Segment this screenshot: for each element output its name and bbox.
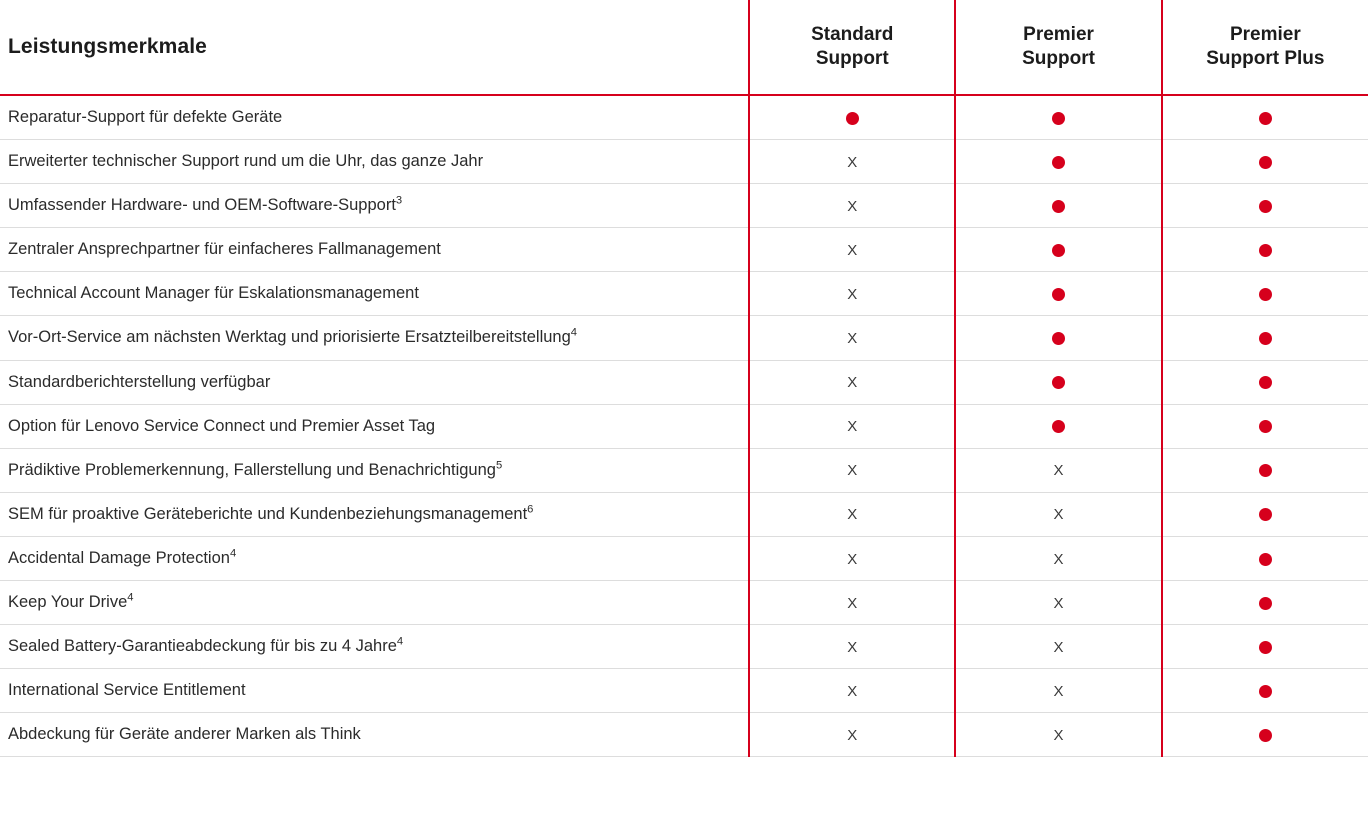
included-dot-icon: [1259, 641, 1272, 654]
table-row: [0, 316, 1368, 360]
not-included-x-icon: X: [847, 197, 858, 215]
plan-value-standard-support: [749, 448, 955, 492]
plan-value-premier-support: [955, 492, 1161, 536]
column-header-premier-support-plus: [1162, 0, 1368, 95]
table-row: [0, 360, 1368, 404]
feature-label: Reparatur-Support für defekte Geräte: [0, 95, 749, 140]
table-row: [0, 404, 1368, 448]
footnote-marker: 6: [527, 503, 534, 516]
table-row: [0, 625, 1368, 669]
plan-value-premier-support: [955, 140, 1161, 184]
plan-value-standard-support: [749, 184, 955, 228]
table-row: [0, 713, 1368, 757]
not-included-x-icon: X: [847, 153, 858, 171]
plan-value-standard-support: [749, 140, 955, 184]
feature-label: International Service Entitlement: [0, 669, 749, 713]
plan-title-line-1: Premier: [1229, 24, 1301, 46]
not-included-x-icon: X: [847, 682, 858, 700]
not-included-x-icon: X: [1053, 594, 1064, 612]
not-included-x-icon: X: [1053, 682, 1064, 700]
plan-value-premier-support-plus: [1162, 272, 1368, 316]
feature-label: Keep Your Drive$^4$: [0, 581, 749, 625]
not-included-x-icon: X: [847, 418, 858, 436]
included-dot-icon: [1259, 553, 1272, 566]
plan-value-premier-support: [955, 536, 1161, 580]
plan-value-premier-support-plus: [1162, 316, 1368, 360]
plan-value-premier-support-plus: [1162, 581, 1368, 625]
plan-value-premier-support: [955, 625, 1161, 669]
header-row: [0, 0, 1368, 95]
included-dot-icon: [1052, 376, 1065, 389]
plan-value-standard-support: [749, 228, 955, 272]
included-dot-icon: [1259, 464, 1272, 477]
column-header-features: Leistungsmerkmale: [0, 0, 749, 95]
footnote-marker: 4: [127, 591, 134, 604]
included-dot-icon: [1052, 112, 1065, 125]
table-row: [0, 140, 1368, 184]
plan-value-standard-support: [749, 581, 955, 625]
feature-label: Zentraler Ansprechpartner für einfacheres Fallmanagement: [0, 228, 749, 272]
plan-title-line-1: Premier: [1023, 24, 1094, 46]
plan-value-premier-support-plus: [1162, 713, 1368, 757]
plan-value-standard-support: [749, 316, 955, 360]
plan-value-premier-support: [955, 316, 1161, 360]
plan-value-premier-support-plus: [1162, 669, 1368, 713]
included-dot-icon: [1259, 597, 1272, 610]
included-dot-icon: [1259, 200, 1272, 213]
plan-value-premier-support-plus: [1162, 536, 1368, 580]
feature-label: Vor-Ort-Service am nächsten Werktag und priorisierte Ersatzteilbereitstellung$^4$: [0, 316, 749, 360]
plan-value-standard-support: [749, 404, 955, 448]
included-dot-icon: [1259, 729, 1272, 742]
footnote-marker: 4: [570, 326, 578, 339]
not-included-x-icon: X: [1053, 726, 1064, 744]
plan-value-premier-support: [955, 228, 1161, 272]
feature-label: Umfassender Hardware- und OEM-Software-Support$^3$: [0, 184, 749, 228]
plan-value-standard-support: [749, 360, 955, 404]
table-row: [0, 228, 1368, 272]
included-dot-icon: [1052, 332, 1065, 345]
table-body: [0, 95, 1368, 757]
included-dot-icon: [1259, 244, 1272, 257]
table-row: [0, 581, 1368, 625]
not-included-x-icon: X: [847, 374, 858, 392]
feature-label: Prädiktive Problemerkennung, Fallerstellung und Benachrichtigung$^5$: [0, 448, 749, 492]
included-dot-icon: [1259, 420, 1272, 433]
feature-label: Standardberichterstellung verfügbar: [0, 360, 749, 404]
table-row: [0, 492, 1368, 536]
feature-label: Accidental Damage Protection$^4$: [0, 536, 749, 580]
plan-value-standard-support: [749, 95, 955, 140]
footnote-marker: 3: [395, 194, 403, 207]
plan-value-premier-support: [955, 272, 1161, 316]
table-row: [0, 536, 1368, 580]
included-dot-icon: [1052, 200, 1065, 213]
plan-value-premier-support: [955, 95, 1161, 140]
included-dot-icon: [1052, 420, 1065, 433]
not-included-x-icon: X: [1053, 462, 1064, 480]
included-dot-icon: [1259, 508, 1272, 521]
included-dot-icon: [1259, 288, 1272, 301]
not-included-x-icon: X: [847, 285, 858, 303]
plan-title-line-1: Standard: [811, 24, 894, 46]
included-dot-icon: [1259, 112, 1272, 125]
included-dot-icon: [846, 112, 859, 125]
plan-value-premier-support: [955, 581, 1161, 625]
not-included-x-icon: X: [1053, 506, 1064, 524]
not-included-x-icon: X: [847, 241, 858, 259]
plan-value-standard-support: [749, 272, 955, 316]
not-included-x-icon: X: [1053, 638, 1064, 656]
not-included-x-icon: X: [847, 462, 858, 480]
column-header-premier-support: [955, 0, 1161, 95]
included-dot-icon: [1259, 376, 1272, 389]
included-dot-icon: [1052, 288, 1065, 301]
feature-label: Erweiterter technischer Support rund um die Uhr, das ganze Jahr: [0, 140, 749, 184]
plan-value-premier-support: [955, 448, 1161, 492]
not-included-x-icon: X: [847, 506, 858, 524]
footnote-marker: 4: [396, 635, 404, 648]
feature-label: Abdeckung für Geräte anderer Marken als Think: [0, 713, 749, 757]
plan-value-standard-support: [749, 536, 955, 580]
footnote-marker: 4: [229, 547, 237, 560]
table-row: [0, 272, 1368, 316]
included-dot-icon: [1052, 156, 1065, 169]
table-row: [0, 95, 1368, 140]
not-included-x-icon: X: [847, 550, 858, 568]
plan-value-premier-support: [955, 713, 1161, 757]
plan-value-standard-support: [749, 492, 955, 536]
plan-value-premier-support-plus: [1162, 184, 1368, 228]
plan-value-premier-support-plus: [1162, 404, 1368, 448]
plan-value-premier-support-plus: [1162, 228, 1368, 272]
table-row: [0, 669, 1368, 713]
feature-label: Sealed Battery-Garantieabdeckung für bis zu 4 Jahre$^4$: [0, 625, 749, 669]
plan-value-premier-support-plus: [1162, 360, 1368, 404]
plan-value-premier-support: [955, 184, 1161, 228]
plan-value-premier-support: [955, 360, 1161, 404]
feature-label: Technical Account Manager für Eskalationsmanagement: [0, 272, 749, 316]
included-dot-icon: [1259, 156, 1272, 169]
not-included-x-icon: X: [847, 638, 858, 656]
plan-value-standard-support: [749, 625, 955, 669]
plan-title-line-2: Support: [815, 48, 889, 69]
plan-value-standard-support: [749, 713, 955, 757]
plan-value-standard-support: [749, 669, 955, 713]
table-row: [0, 448, 1368, 492]
footnote-marker: 5: [495, 459, 503, 472]
feature-label: Option für Lenovo Service Connect und Premier Asset Tag: [0, 404, 749, 448]
not-included-x-icon: X: [847, 726, 858, 744]
plan-value-premier-support-plus: [1162, 95, 1368, 140]
table-header: [0, 0, 1368, 95]
plan-value-premier-support: [955, 404, 1161, 448]
plan-value-premier-support-plus: [1162, 625, 1368, 669]
plan-title-line-2: Support: [1022, 48, 1095, 69]
included-dot-icon: [1259, 685, 1272, 698]
included-dot-icon: [1259, 332, 1272, 345]
column-header-standard-support: [749, 0, 955, 95]
plan-value-premier-support-plus: [1162, 448, 1368, 492]
not-included-x-icon: X: [847, 594, 858, 612]
table-row: [0, 184, 1368, 228]
feature-label: SEM für proaktive Geräteberichte und Kundenbeziehungsmanagement$^6$: [0, 492, 749, 536]
not-included-x-icon: X: [847, 330, 858, 348]
plan-title-line-2: Support Plus: [1206, 48, 1325, 69]
included-dot-icon: [1052, 244, 1065, 257]
plan-value-premier-support-plus: [1162, 140, 1368, 184]
plan-value-premier-support: [955, 669, 1161, 713]
plan-value-premier-support-plus: [1162, 492, 1368, 536]
not-included-x-icon: X: [1053, 550, 1064, 568]
